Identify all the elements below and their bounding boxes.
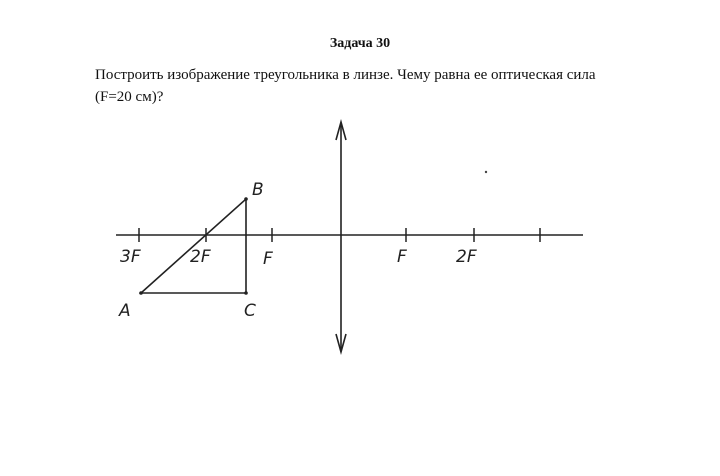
point-b-dot xyxy=(244,197,248,201)
point-a-dot xyxy=(139,291,143,295)
task-title: Задача 30 xyxy=(329,36,391,51)
label-2f-left: 2F xyxy=(190,247,211,267)
stray-dot xyxy=(485,171,487,173)
label-point-b: B xyxy=(252,180,264,200)
label-3f-left: 3F xyxy=(120,247,141,267)
label-f-left: F xyxy=(263,249,273,269)
point-c-dot xyxy=(244,291,248,295)
label-f-right: F xyxy=(397,247,407,267)
label-point-c: C xyxy=(244,301,256,321)
label-point-a: A xyxy=(119,301,131,321)
triangle-abc xyxy=(141,199,246,293)
task-question: Построить изображение треугольника в линзе. Чему равна ее оптическая сила (F=20 см)? xyxy=(95,67,596,105)
label-2f-right: 2F xyxy=(456,247,477,267)
